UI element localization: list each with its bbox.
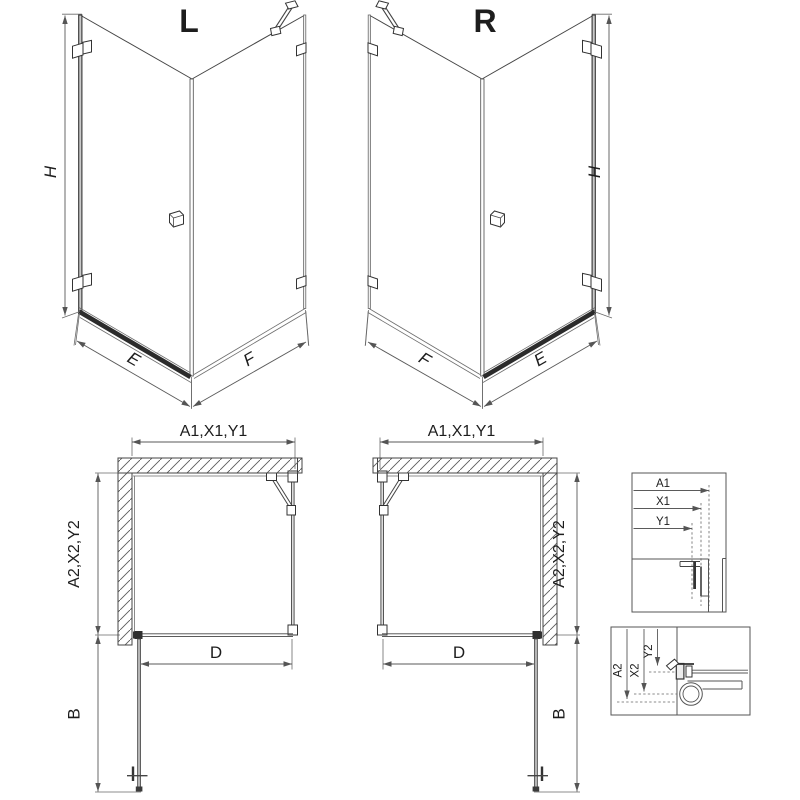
perspective-right-linework (365, 1, 612, 409)
plan-left-top-wall (118, 458, 302, 473)
variant-label-left: L (179, 3, 199, 39)
support-brace (271, 1, 299, 36)
height-dim-label-right: H (585, 165, 604, 179)
detail-width-label-x1: X1 (655, 496, 671, 508)
door-width-label-right: E (530, 348, 550, 371)
plan-right-depth-label: A2,X2,Y2 (551, 520, 568, 588)
detail-width-frame (632, 473, 726, 612)
plan-left-entry-label: D (209, 643, 223, 662)
plan-left-side-wall (118, 473, 132, 645)
detail-depth-box (611, 627, 750, 715)
fixed-panel-edge (304, 15, 306, 309)
open-door-plan (127, 639, 148, 792)
door-hinge-bottom (73, 273, 92, 291)
door-width-label-left: E (124, 348, 144, 371)
plan-left-door-label: B (64, 708, 84, 720)
plan-left-depth-label: A2,X2,Y2 (66, 520, 83, 588)
door-hinge-top (73, 40, 92, 58)
detail-width-box (632, 473, 726, 612)
side-width-label-right: F (415, 348, 435, 371)
plan-right-entry-label: D (452, 643, 466, 662)
detail-depth-label-y2: Y2 (643, 644, 655, 659)
door-hinge-profile (79, 15, 82, 312)
corner-post (190, 79, 193, 376)
height-dim-label-left: H (41, 165, 60, 179)
threshold-rail-plan (133, 634, 293, 637)
detail-width-label-y1: Y1 (655, 516, 671, 528)
detail-depth-label-a2: A2 (612, 663, 625, 678)
plan-left-width-label: A1,X1,Y1 (179, 423, 248, 440)
plan-right-door-label: B (549, 708, 569, 720)
perspective-left-linework (62, 1, 309, 409)
side-width-label-left: F (240, 348, 259, 371)
variant-label-right: R (473, 3, 497, 39)
detail-width-label-a1: A1 (655, 478, 671, 490)
door-knob (170, 211, 184, 227)
plan-right-width-label: A1,X1,Y1 (427, 423, 496, 440)
plan-right-top-wall (373, 458, 557, 473)
walls (118, 458, 557, 645)
door-pivot (135, 631, 143, 639)
fixed-glass-plan (292, 474, 295, 634)
detail-depth-label-x2: X2 (629, 663, 642, 678)
